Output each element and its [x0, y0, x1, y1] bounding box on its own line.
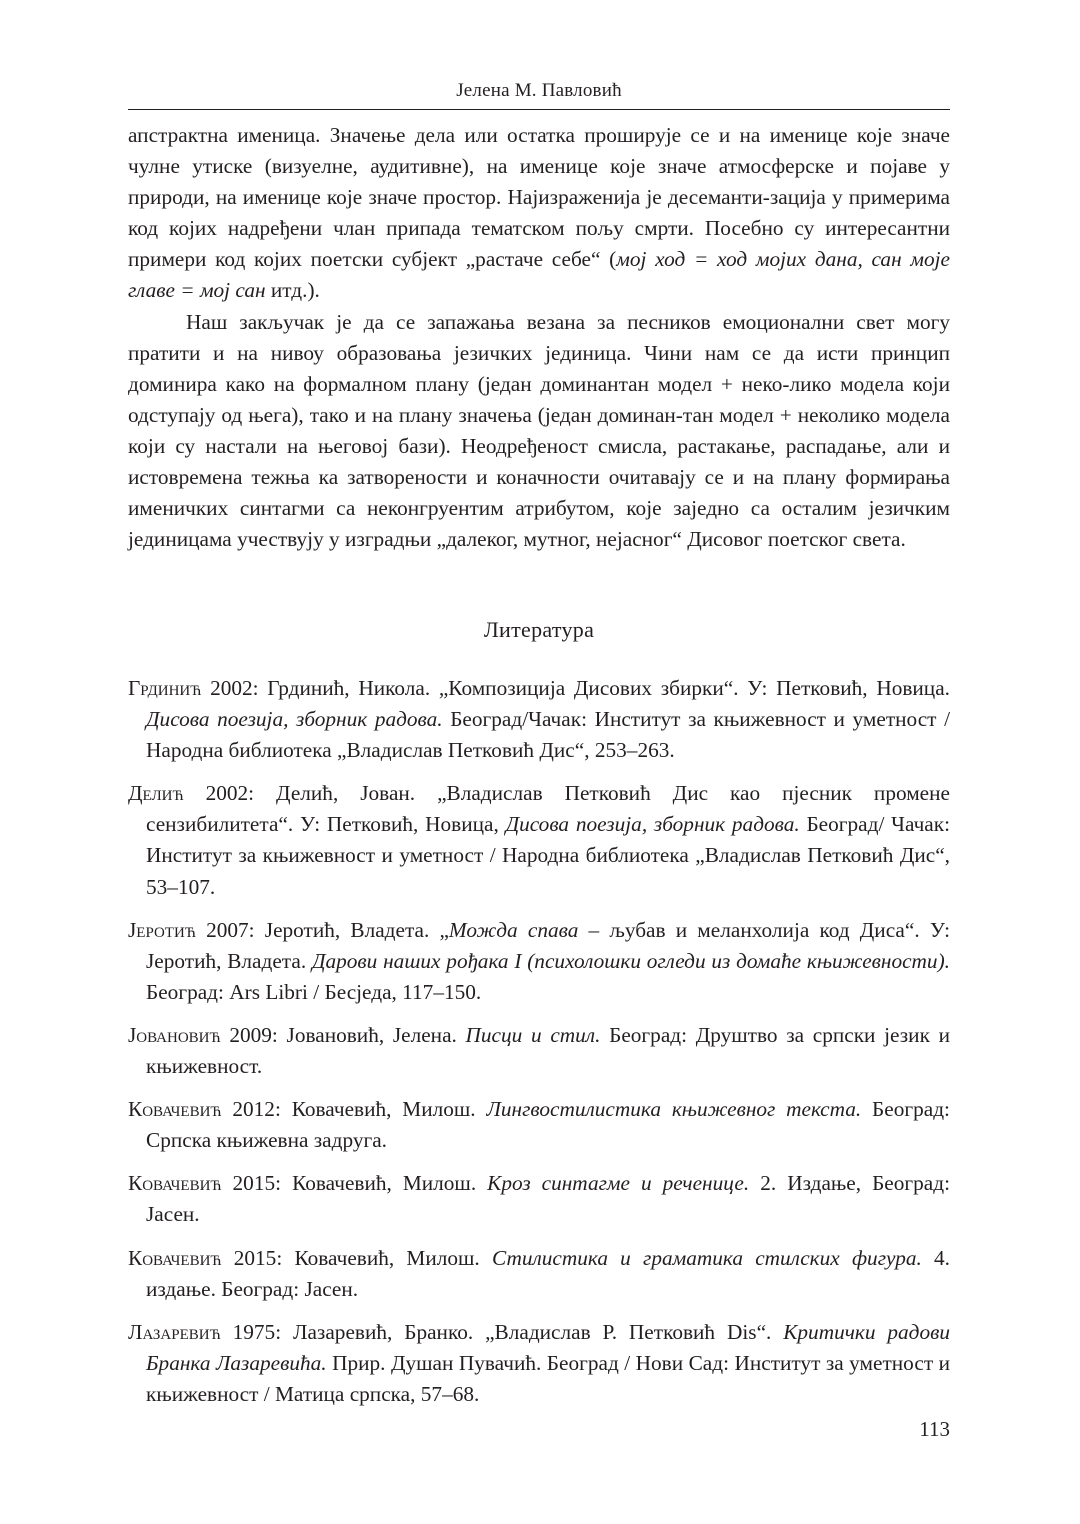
reference-title: Кроз синтагме и реченице.: [487, 1171, 750, 1196]
reference-key: Јеротић: [128, 917, 196, 942]
paragraph-1: [128, 120, 950, 307]
reference-item: [128, 778, 950, 902]
reference-item: [128, 915, 950, 1008]
reference-key: Ковачевић: [128, 1097, 222, 1122]
reference-text: Београд: Српска књижевна задруга.: [146, 1097, 950, 1153]
reference-title: Дисова поезија, зборник радова.: [505, 812, 800, 837]
reference-key: Јовановић: [128, 1022, 221, 1047]
reference-text: Београд: Друштво за српски језик и књижевност.: [146, 1022, 950, 1079]
reference-list: [128, 673, 950, 1422]
reference-key: Делић: [128, 781, 184, 806]
reference-text: 2. Издање, Београд: Јасен.: [146, 1171, 950, 1227]
reference-text: Ковачевић, Милош.: [292, 1171, 488, 1196]
reference-year: 2015:: [221, 1245, 295, 1270]
reference-title: Дарови наших рођака I (психолошки огледи из домаће књижевности).: [311, 948, 950, 973]
reference-title: Писци и стил.: [465, 1022, 601, 1047]
reference-year: 2012:: [221, 1097, 292, 1122]
reference-item: [128, 1317, 950, 1410]
reference-title: Дисова поезија, зборник радова.: [146, 707, 443, 732]
reference-text: Грдинић, Никола. „Композиција Дисових збирки“. У: Петковић, Новица.: [267, 676, 950, 700]
reference-year: 2015:: [221, 1171, 293, 1196]
reference-year: 2002:: [201, 676, 268, 700]
reference-text: Ковачевић, Милош.: [291, 1097, 487, 1122]
reference-item: [128, 1243, 950, 1305]
reference-text: Београд/Чачак: Институт за књижевност и уметност / Народна библиотека „Владислав Петковић Дис“, 253–263.: [146, 707, 950, 763]
page-number: 113: [919, 1417, 950, 1441]
reference-title: Можда спава: [448, 917, 579, 942]
reference-key: Ковачевић: [128, 1171, 222, 1196]
reference-text: Београд/ Чачак: Институт за књижевност и уметност / Народна библиотека „Владислав Петковић Дис“, 53–107.: [146, 812, 950, 899]
reference-text: Јеротић, Владета. „: [264, 917, 449, 942]
reference-item: [128, 1168, 950, 1230]
reference-title: Критички радови Бранка Лазаревића.: [146, 1319, 950, 1375]
paragraph-2: Наш закључак је да се запажања везана за песников емоционални свет могу пратити и на нивоу образовања језичких јединица. Чини нам се да исти принцип доминира како на формалном плану (један доминантан модел + неко-лико модела који одступају од њега), тако и на плану значења (један доминан-тан модел + неколико модела који су настали на његовој бази). Неодређеност смисла, растакање, распадање, али и истовремена тежња ка затворености и коначности очитавају се и на плану формирања именичких синтагми са неконгруентим атрибутом, које заједно са осталим језичким јединицама учествују у изградњи „далеког, мутног, нејасног“ Дисовог поетског света.: [128, 309, 950, 552]
reference-year: 2002:: [183, 781, 277, 806]
paragraph-1-italic: мој ход = ход мојих дана, сан моје главе = мој сан: [128, 247, 950, 303]
reference-title: Стилистика и граматика стилских фигура.: [491, 1245, 922, 1270]
paragraph-1-text: апстрактна именица. Значење дела или остатка проширује се и на именице које значе чулне утиске (визуелне, аудитивне), на именице које значе атмосферске и појаве у природи, на именице које значе простор. Најизраженија је десеманти-зација у примерима код којих надређени члан припада тематском пољу смрти. Посебно су интересантни примери код којих поетски субјект „растаче себе“ (: [128, 123, 950, 272]
paragraph-1-tail: итд.).: [265, 278, 320, 303]
body-text: [128, 120, 950, 555]
reference-year: 2007:: [195, 917, 265, 942]
reference-text: – љубав и меланхолија код Диса“. У: Јеротић, Владета.: [146, 917, 950, 973]
reference-key: Лазаревић: [128, 1319, 221, 1344]
reference-item: [128, 673, 950, 766]
reference-text: 4. издање. Београд: Јасен.: [146, 1245, 950, 1301]
section-title: Литература: [483, 617, 595, 642]
reference-text: Прир. Душан Пувачић. Београд / Нови Сад: Институт за уметност и књижевност / Матица српска, 57–68.: [146, 1350, 950, 1406]
reference-item: [128, 1020, 950, 1082]
reference-year: 1975:: [220, 1319, 294, 1344]
reference-text: Јовановић, Јелена.: [286, 1022, 466, 1047]
reference-key: Ковачевић: [128, 1245, 222, 1270]
reference-item: [128, 1094, 950, 1156]
reference-year: 2009:: [220, 1022, 287, 1047]
reference-text: Делић, Јован. „Владислав Петковић Дис као пјесник промене сензибилитета“. У: Петковић, Новица,: [146, 781, 950, 837]
reference-text: Лазаревић, Бранко. „Владислав Р. Петковић Dis“.: [293, 1319, 784, 1344]
running-header: Јелена М. Павловић: [456, 80, 622, 101]
reference-text: Београд: Ars Libri / Бесједа, 117–150.: [146, 979, 482, 1004]
reference-key: Грдинић: [128, 676, 202, 700]
reference-text: Ковачевић, Милош.: [294, 1245, 492, 1270]
reference-title: Лингвостилистика књижевног текста.: [486, 1097, 862, 1122]
header-rule: [128, 109, 950, 110]
